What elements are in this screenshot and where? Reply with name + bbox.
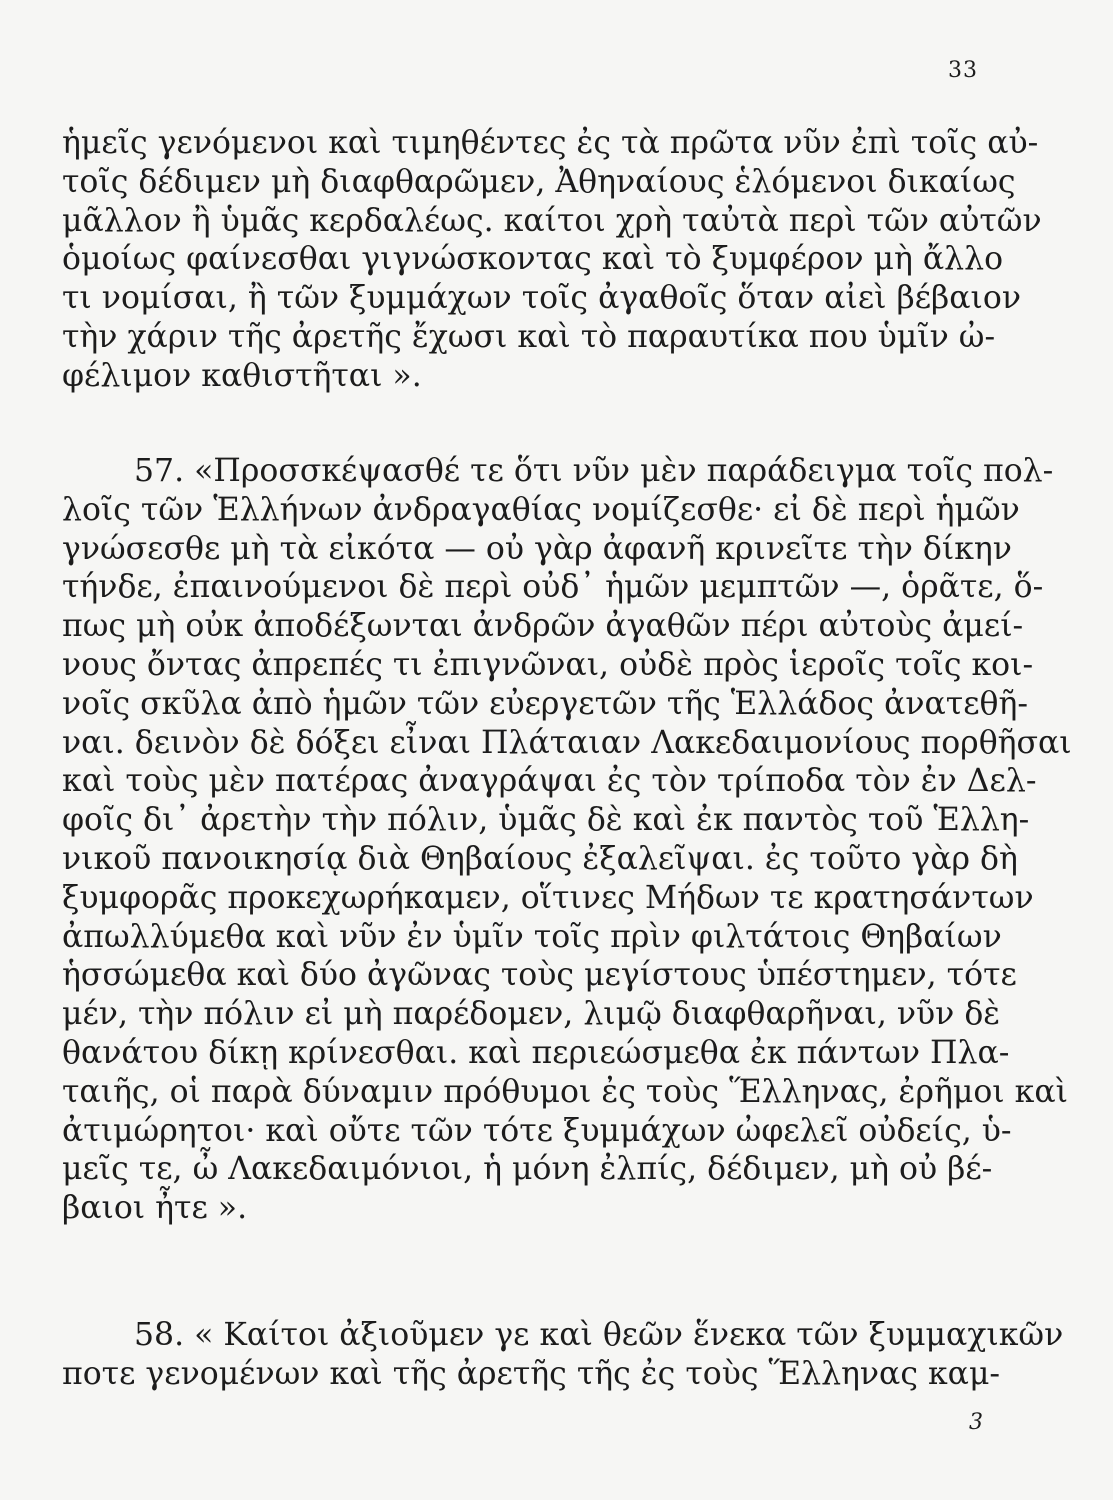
text-line: ἀπωλλύμεθα καὶ νῦν ἐν ὑμῖν τοῖς πρὶν φιλτάτοις Θηβαίων: [62, 918, 1002, 955]
text-line: ἡμεῖς γενόμενοι καὶ τιμηθέντες ἐς τὰ πρῶτα νῦν ἐπὶ τοῖς αὐ-: [62, 125, 1039, 161]
text-line: μᾶλλον ἢ ὑμᾶς κερδαλέως. καίτοι χρὴ ταὐτὰ περὶ τῶν αὐτῶν: [62, 202, 1042, 239]
text-line: τοῖς δέδιμεν μὴ διαφθαρῶμεν, Ἀθηναίους ἑλόμενοι δικαίως: [62, 163, 1016, 200]
text-line: ποτε γενομένων καὶ τῆς ἀρετῆς τῆς ἐς τοὺς Ἕλληνας καμ-: [62, 1355, 1001, 1392]
text-line: ἡσσώμεθα καὶ δύο ἀγῶνας τοὺς μεγίστους ὑπέστημεν, τότε: [62, 957, 1017, 994]
text-line: τὴν χάριν τῆς ἀρετῆς ἔχωσι καὶ τὸ παραυτίκα που ὑμῖν ὠ-: [62, 318, 996, 355]
text-line: τι νομίσαι, ἢ τῶν ξυμμάχων τοῖς ἀγαθοῖς ὅταν αἰεὶ βέβαιον: [62, 280, 1021, 317]
text-line: ξυμφορᾶς προκεχωρήκαμεν, οἵτινες Μήδων τε κρατησάντων: [62, 879, 1034, 916]
text-line: νοῖς σκῦλα ἀπὸ ἡμῶν τῶν εὐεργετῶν τῆς Ἑλλάδος ἀνατεθῆ-: [62, 685, 1029, 722]
text-line: λοῖς τῶν Ἑλλήνων ἀνδραγαθίας νομίζεσθε· εἰ δὲ περὶ ἡμῶν: [62, 491, 1020, 528]
text-line: ὁμοίως φαίνεσθαι γιγνώσκοντας καὶ τὸ ξυμφέρον μὴ ἄλλο: [62, 241, 1004, 278]
text-line: θανάτου δίκῃ κρίνεσθαι. καὶ περιεώσμεθα ἐκ πάντων Πλα-: [62, 1034, 1010, 1071]
text-line: βαιοι ἦτε ».: [62, 1190, 248, 1227]
text-line: πως μὴ οὐκ ἀποδέξωνται ἀνδρῶν ἀγαθῶν πέρι αὐτοὺς ἀμεί-: [62, 608, 1024, 645]
text-line: νους ὄντας ἀπρεπές τι ἐπιγνῶναι, οὐδὲ πρὸς ἱεροῖς τοῖς κοι-: [62, 646, 1034, 683]
text-line: ἀτιμώρητοι· καὶ οὔτε τῶν τότε ξυμμάχων ὠφελεῖ οὐδείς, ὑ-: [62, 1112, 1012, 1149]
text-line: μέν, τὴν πόλιν εἰ μὴ παρέδομεν, λιμῷ διαφθαρῆναι, νῦν δὲ: [62, 996, 1001, 1033]
text-line: 58. « Καίτοι ἀξιοῦμεν γε καὶ θεῶν ἕνεκα τῶν ξυμμαχικῶν: [134, 1317, 1064, 1353]
text-line: φέλιμον καθιστῆται ».: [62, 357, 422, 394]
text-line: ναι. δεινὸν δὲ δόξει εἶναι Πλάταιαν Λακεδαιμονίους πορθῆσαι: [62, 724, 1072, 761]
page-number: 33: [948, 58, 978, 83]
text-line: νικοῦ πανοικησίᾳ διὰ Θηβαίους ἐξαλεῖψαι. ἐς τοῦτο γὰρ δὴ: [62, 840, 1018, 877]
paragraph-56-end: [62, 124, 1042, 396]
text-line: μεῖς τε, ὦ Λακεδαιμόνιοι, ἡ μόνη ἐλπίς, δέδιμεν, μὴ οὐ βέ-: [62, 1151, 993, 1188]
text-line: 57. «Προσσκέψασθέ τε ὅτι νῦν μὲν παράδειγμα τοῖς πολ-: [134, 453, 1054, 489]
text-line: ταιῆς, οἱ παρὰ δύναμιν πρόθυμοι ἐς τοὺς Ἕλληνας, ἐρῆμοι καὶ: [62, 1073, 1068, 1110]
text-line: γνώσεσθε μὴ τὰ εἰκότα — οὐ γὰρ ἀφανῆ κρινεῖτε τὴν δίκην: [62, 530, 1012, 567]
signature-mark: 3: [969, 1410, 983, 1435]
text-line: τήνδε, ἐπαινούμενοι δὲ περὶ οὐδ᾽ ἡμῶν μεμπτῶν —, ὁρᾶτε, ὅ-: [62, 569, 1044, 606]
text-line: καὶ τοὺς μὲν πατέρας ἀναγράψαι ἐς τὸν τρίποδα τὸν ἐν Δελ-: [62, 763, 1037, 800]
paragraph-57: [62, 452, 1072, 1228]
paragraph-58: [62, 1316, 1064, 1394]
text-line: φοῖς δι᾽ ἀρετὴν τὴν πόλιν, ὑμᾶς δὲ καὶ ἐκ παντὸς τοῦ Ἑλλη-: [62, 802, 1030, 839]
